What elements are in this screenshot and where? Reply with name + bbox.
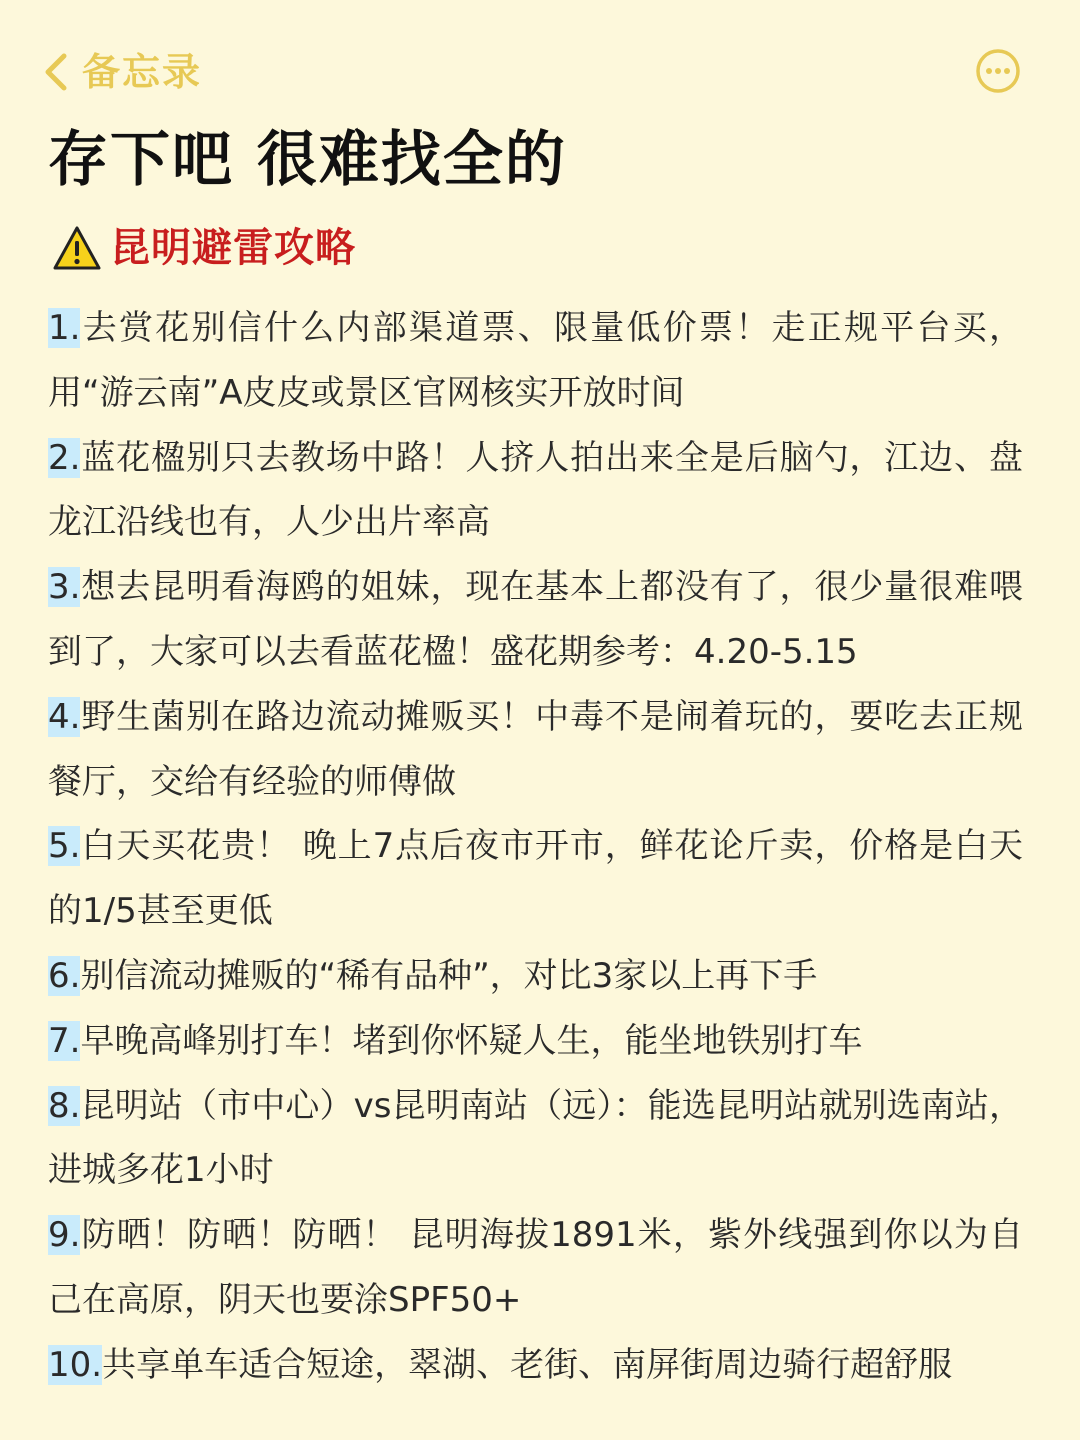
tip-number: 4. <box>48 696 81 737</box>
note-title: 存下吧 很难找全的 <box>48 125 567 195</box>
more-horizontal-icon[interactable] <box>975 48 1021 94</box>
tip-text: 共享单车适合短途，翠湖、老街、南屏街周边骑行超舒服 <box>102 1344 953 1385</box>
tip-number: 1. <box>48 308 81 348</box>
warning-triangle-icon <box>52 225 102 271</box>
tip-item <box>48 1333 1023 1398</box>
back-button[interactable] <box>40 44 202 100</box>
tip-number: 2. <box>48 437 81 478</box>
tip-number: 5. <box>48 826 81 867</box>
tip-number: 10. <box>48 1344 103 1385</box>
tip-number: 9. <box>48 1215 81 1256</box>
tip-number: 3. <box>48 567 81 608</box>
navigation-bar <box>0 0 1080 120</box>
tip-item <box>48 944 1023 1009</box>
tip-item <box>48 296 1023 426</box>
tip-item <box>48 426 1023 556</box>
tip-text: 去赏花别信什么内部渠道票、限量低价票！走正规平台买，用“游云南”A皮皮或景区官网核实开放时间 <box>48 308 1023 413</box>
tip-number: 8. <box>48 1085 81 1126</box>
note-body <box>48 296 1023 1398</box>
tip-text: 野生菌别在路边流动摊贩买！中毒不是闹着玩的，要吃去正规餐厅，交给有经验的师傅做 <box>48 696 1023 802</box>
tip-item <box>48 685 1023 815</box>
tip-number: 7. <box>48 1020 81 1061</box>
tip-text: 别信流动摊贩的“稀有品种”，对比3家以上再下手 <box>80 955 818 996</box>
tip-item <box>48 555 1023 685</box>
tip-text: 昆明站（市中心）vs昆明南站（远）：能选昆明站就别选南站，进城多花1小时 <box>48 1085 1023 1191</box>
tip-text: 想去昆明看海鸥的姐妹，现在基本上都没有了，很少量很难喂到了，大家可以去看蓝花楹！盛花期参考：4.20-5.15 <box>48 567 1023 672</box>
back-label: 备忘录 <box>82 50 203 94</box>
tip-text: 蓝花楹别只去教场中路！人挤人拍出来全是后脑勺，江边、盘龙江沿线也有，人少出片率高 <box>48 437 1023 543</box>
chevron-left-icon <box>40 50 70 94</box>
tip-item <box>48 1203 1023 1333</box>
tip-number: 6. <box>48 955 81 996</box>
section-heading <box>52 220 356 276</box>
tip-text: 白天买花贵！ 晚上7点后夜市开市，鲜花论斤卖，价格是白天的1/5甚至更低 <box>48 826 1023 932</box>
tip-item <box>48 814 1023 944</box>
tip-item <box>48 1009 1023 1074</box>
tip-text: 早晚高峰别打车！堵到你怀疑人生，能坐地铁别打车 <box>80 1020 863 1061</box>
tip-text: 防晒！防晒！防晒！ 昆明海拔1891米，紫外线强到你以为自己在高原，阴天也要涂SPF50+ <box>48 1215 1023 1320</box>
section-title: 昆明避雷攻略 <box>110 225 356 271</box>
tip-item <box>48 1074 1023 1204</box>
